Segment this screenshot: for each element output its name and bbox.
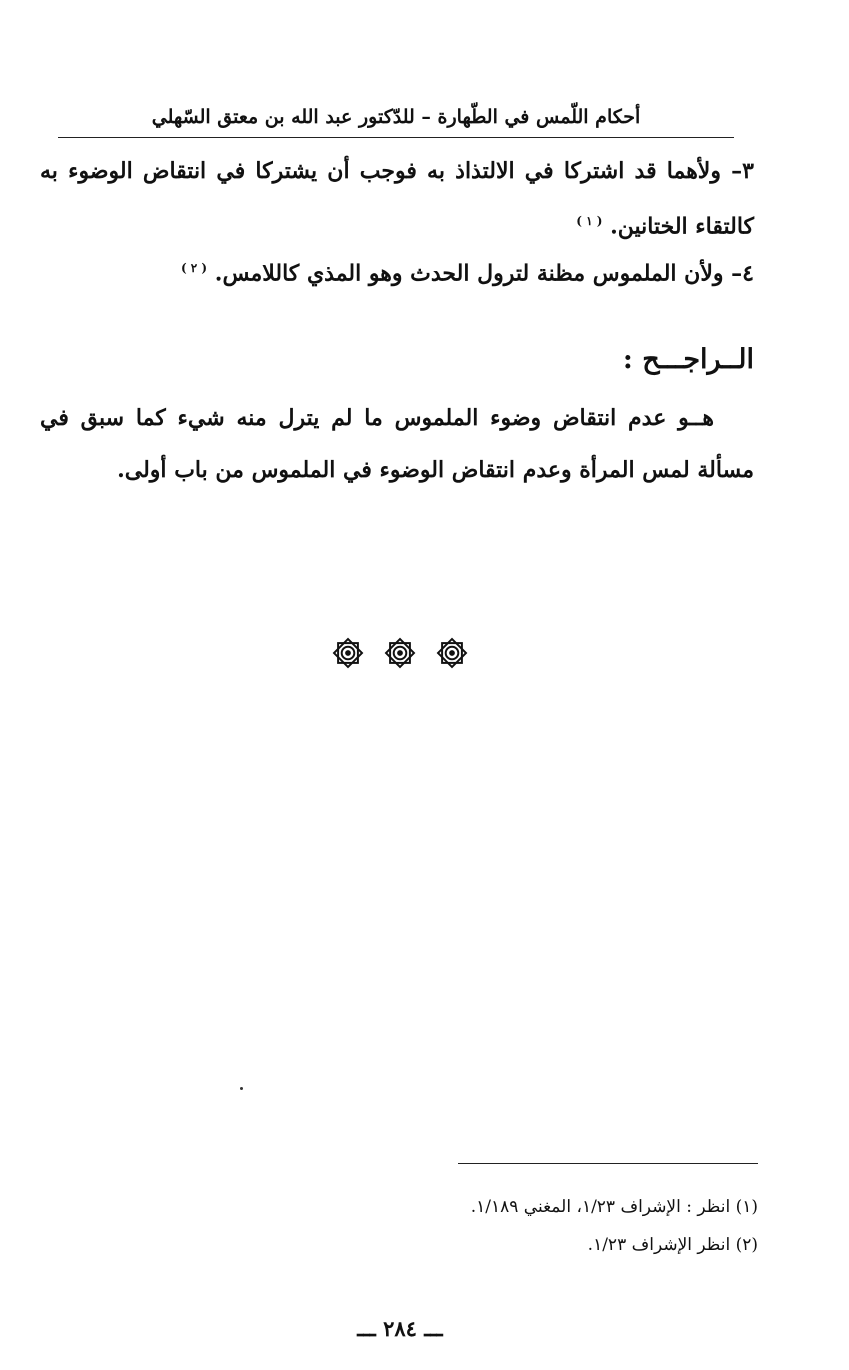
rajih-paragraph: هــو عدم انتقاض وضوء الملموس ما لم يترل منه شيء كما سبق في مسألة لمس المرأة وعدم انتقاض الوضوء في الملموس من باب أولى. xyxy=(40,405,754,483)
section-divider-ornaments xyxy=(330,633,470,673)
octagram-ornament-icon xyxy=(434,635,470,671)
point-3 xyxy=(40,146,754,251)
octagram-ornament-icon xyxy=(330,635,366,671)
running-header: أحكام اللّمس في الطّهارة – للدّكتور عبد الله بن معتق السّهلي xyxy=(151,106,641,128)
rajih-heading: الــراجـــح : xyxy=(622,344,754,375)
footnotes xyxy=(300,1188,758,1264)
footnote-1: (١) انظر : الإشراف ١/٢٣، المغني ١/١٨٩. xyxy=(470,1197,758,1217)
footnote-rule xyxy=(458,1163,758,1164)
footnote-ref-2[interactable]: ( ٢ ) xyxy=(180,261,208,275)
footnote-2: (٢) انظر الإشراف ١/٢٣. xyxy=(587,1235,758,1255)
header-rule xyxy=(58,137,734,138)
point-4-text: ٤– ولأن الملموس مظنة لترول الحدث وهو المذي كاللامس. xyxy=(214,260,754,287)
point-3-text: ٣– ولأهما قد اشتركا في الالتذاذ به فوجب أن يشتركا في انتقاض الوضوء به كالتقاء الختانين. xyxy=(40,158,754,240)
page-number: ـــ ٢٨٤ ـــ xyxy=(357,1316,443,1341)
octagram-ornament-icon xyxy=(382,635,418,671)
point-4 xyxy=(40,243,754,298)
scan-speck xyxy=(240,1087,243,1090)
footnote-ref-1[interactable]: ( ١ ) xyxy=(576,214,603,228)
